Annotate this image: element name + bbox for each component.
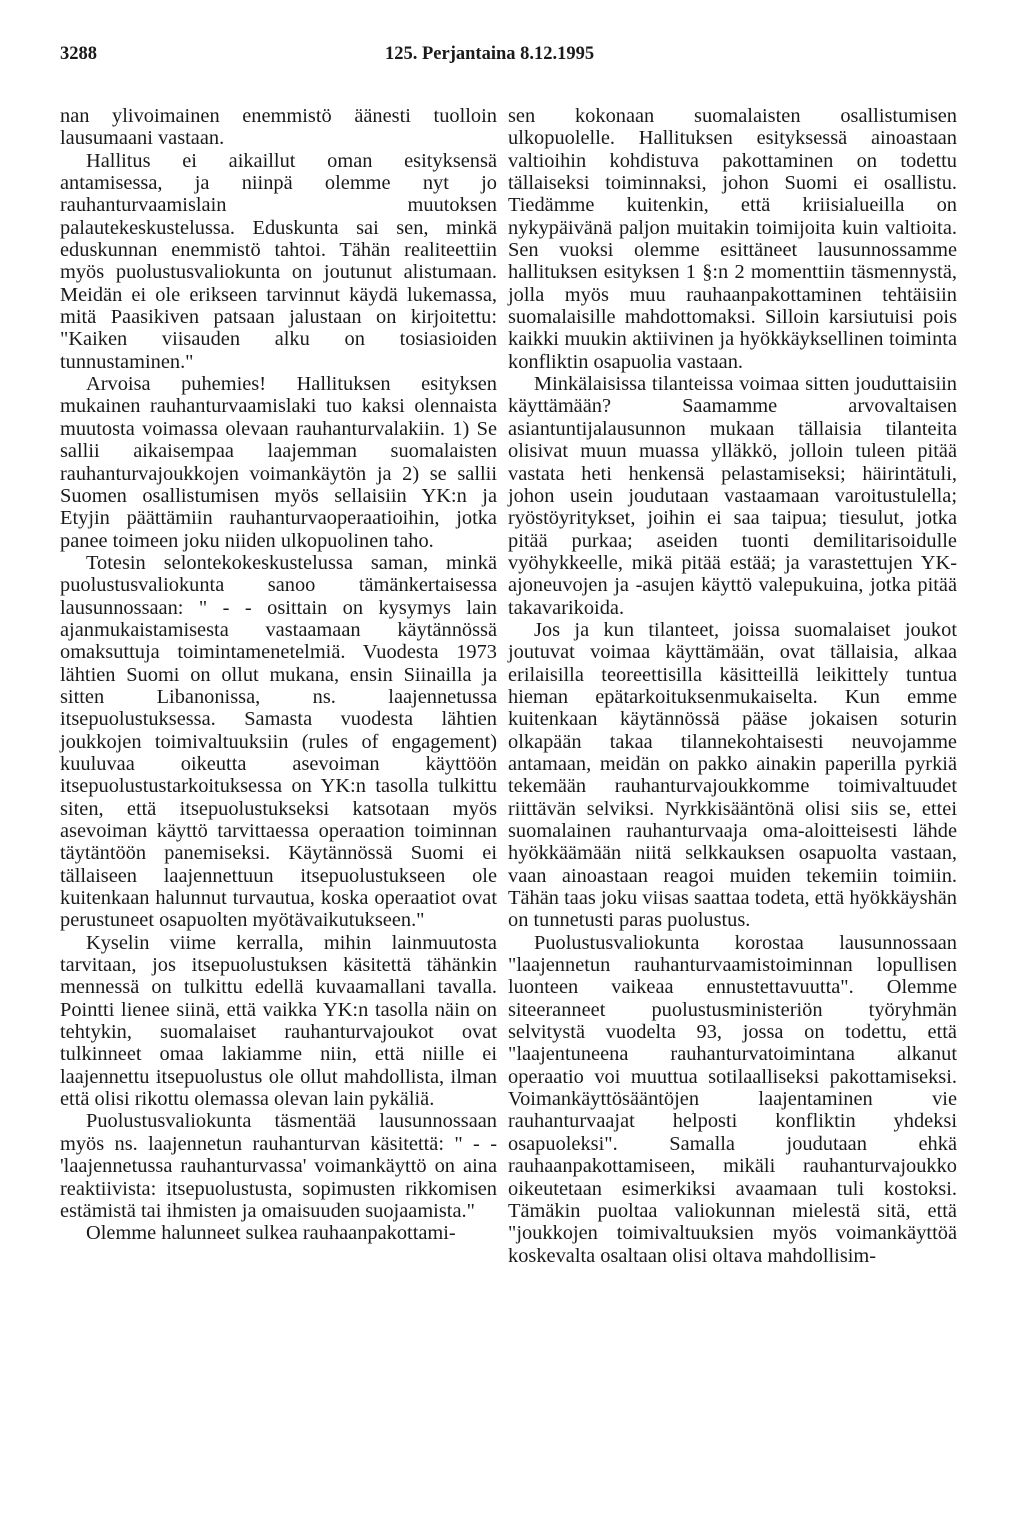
right-column — [508, 105, 957, 1267]
paragraph: Puolustusvaliokunta korostaa lausunnossaan "laajennetun rauhanturvaamistoiminnan lopullisen luonteen vaikeaa ennustettavuutta". Olemme siteeranneet puolustusministeriön työryhmän selvitystä vuodelta 93, jossa on todettu, että "laajentuneena rauhanturvatoimintana alkanut operaatio voi muuttua sotilaalliseksi pakottamiseksi. Voimankäyttösääntöjen laajentaminen vie rauhanturvaajat helposti konfliktin yhdeksi osapuoleksi". Samalla joudutaan ehkä rauhaanpakottamiseen, mikäli rauhanturvajoukko oikeutetaan esimerkiksi avaamaan tuli kostoksi. Tämäkin puoltaa valiokunnan mielestä sitä, että "joukkojen toimivaltuuksien myös voimankäyttöä koskevalta osaltaan olisi oltava mahdollisim- — [508, 931, 957, 1267]
left-column — [60, 105, 497, 1245]
page-header — [60, 44, 964, 70]
paragraph: Hallitus ei aikaillut oman esityksensä antamisessa, ja niinpä olemme nyt jo rauhanturvaamislain muutoksen palautekeskustelussa. Eduskunta sai sen, minkä eduskunnan enemmistö tahtoi. Tähän realiteettiin myös puolustusvaliokunta on joutunut alistumaan. Meidän ei ole erikseen tarvinnut käydä lukemassa, mitä Paasikiven patsaan jalustaan on kirjoitettu: "Kaiken viisauden alku on tosiasioiden tunnustaminen." — [60, 149, 497, 373]
paragraph: Arvoisa puhemies! Hallituksen esityksen mukainen rauhanturvaamislaki tuo kaksi olennaista muutosta voimassa olevaan rauhanturvalakiin. 1) Se sallii aikaisempaa laajemman suomalaisten rauhanturvajoukkojen voimankäytön ja 2) se sallii Suomen osallistumisen myös sellaisiin YK:n ja Etyjin päättämiin rauhanturvaoperaatioihin, jotka panee toimeen joku niiden ulkopuolinen taho. — [60, 373, 497, 552]
paragraph: Totesin selontekokeskustelussa saman, minkä puolustusvaliokunta sanoo tämänkertaisessa lausunnossaan: " - - osittain on kysymys lain ajanmukaistamisesta vastaamaan käytännössä omaksuttuja toimintamenetelmiä. Vuodesta 1973 lähtien Suomi on ollut mukana, ensin Siinailla ja sitten Libanonissa, ns. laajennetussa itsepuolustuksessa. Samasta vuodesta lähtien joukkojen toimivaltuuksiin (rules of engagement) kuuluvaa oikeutta asevoiman käyttöön itsepuolustustarkoituksessa on YK:n tasolla tulkittu siten, että itsepuolustukseksi katsotaan myös asevoiman käyttö tarvittaessa operaation toiminnan täytäntöön panemiseksi. Käytännössä Suomi ei tällaiseen laajennettuun itsepuolustukseen ole kuitenkaan halunnut turvautua, koska operaatiot ovat perustuneet osapuolten myötävaikutukseen." — [60, 551, 497, 932]
page-number: 3288 — [60, 44, 97, 64]
paragraph: Kyselin viime kerralla, mihin lainmuutosta tarvitaan, jos itsepuolustuksen käsitettä tähänkin mennessä on tulkittu edellä kuvaamallani tavalla. Pointti lienee siinä, että vaikka YK:n tasolla näin on tehtykin, suomalaiset rauhanturvajoukot ovat tulkinneet omaa lakiamme niin, että niille ei laajennettu itsepuolustus ole ollut mahdollista, ilman että olisi rikottu olemassa olevan lain pykäliä. — [60, 931, 497, 1111]
paragraph: Minkälaisissa tilanteissa voimaa sitten jouduttaisiin käyttämään? Saamamme arvovaltaisen asiantuntijalausunnon mukaan tällaisia tilanteita olisivat muun muassa ylläkkö, jolloin tuleen pitää vastata heti henkensä pelastamiseksi; häirintätuli, johon usein joudutaan vastaamaan varoitustulella; ryöstöyritykset, joihin ei saa taipua; tiesulut, jotka pitää purkaa; aseiden tuonti demilitarisoidulle vyöhykkeelle, mikä pitää estää; ja varastettujen YK-ajoneuvojen ja -asujen käyttö valepukuina, jotka pitää takavarikoida. — [508, 373, 957, 619]
issue-date: 125. Perjantaina 8.12.1995 — [385, 44, 595, 64]
paragraph: sen kokonaan suomalaisten osallistumisen ulkopuolelle. Hallituksen esityksessä ainoastaan valtioihin kohdistuva pakottaminen on todettu tällaiseksi toiminnaksi, johon Suomi ei osallistu. Tiedämme kuitenkin, että kriisialueilla on nykypäivänä paljon muitakin toimijoita kuin valtioita. Sen vuoksi olemme esittäneet lausunnossamme hallituksen esityksen 1 §:n 2 momenttiin täsmennystä, jolla myös muu rauhaanpakottaminen tehtäisiin suomalaisille mahdottomaksi. Silloin karsiutuisi pois kaikki muukin aktiivinen ja hyökkäyksellinen toiminta konfliktin osapuolia vastaan. — [508, 105, 957, 373]
paragraph: nan ylivoimainen enemmistö äänesti tuolloin lausumaani vastaan. — [60, 105, 497, 150]
paragraph: Jos ja kun tilanteet, joissa suomalaiset joukot joutuvat voimaa käyttämään, ovat tällaisia, alkaa erilaisilla teoreettisilla käsitteillä leikittely tuntua hieman epätarkoituksenmukaiselta. Kun emme kuitenkaan käytännössä pääse jokaisen soturin olkapään takaa tilannekohtaisesti neuvojamme antamaan, meidän on pakko ainakin paperilla pyrkiä tekemään rauhanturvajoukkomme toimivaltuudet riittävän selviksi. Nyrkkisääntönä olisi siis se, ettei suomalainen rauhanturvaaja oma-aloitteisesti lähde hyökkäämään niitä selkkauksen osapuolta vastaan, vaan ainoastaan reagoi muiden tekemiin toimiin. Tähän taas joku viisas saattaa todeta, että hyökkäyshän on tunnetusti paras puolustus. — [508, 618, 957, 932]
paragraph: Olemme halunneet sulkea rauhaanpakottami- — [86, 1222, 456, 1245]
paragraph: Puolustusvaliokunta täsmentää lausunnossaan myös ns. laajennetun rauhanturvan käsitettä: " - - 'laajennetussa rauhanturvassa' voimankäyttö on aina reaktiivista: itsepuolustusta, sopimusten rikkomisen estämistä tai ihmisten ja omaisuuden suojaamista." — [60, 1110, 497, 1222]
